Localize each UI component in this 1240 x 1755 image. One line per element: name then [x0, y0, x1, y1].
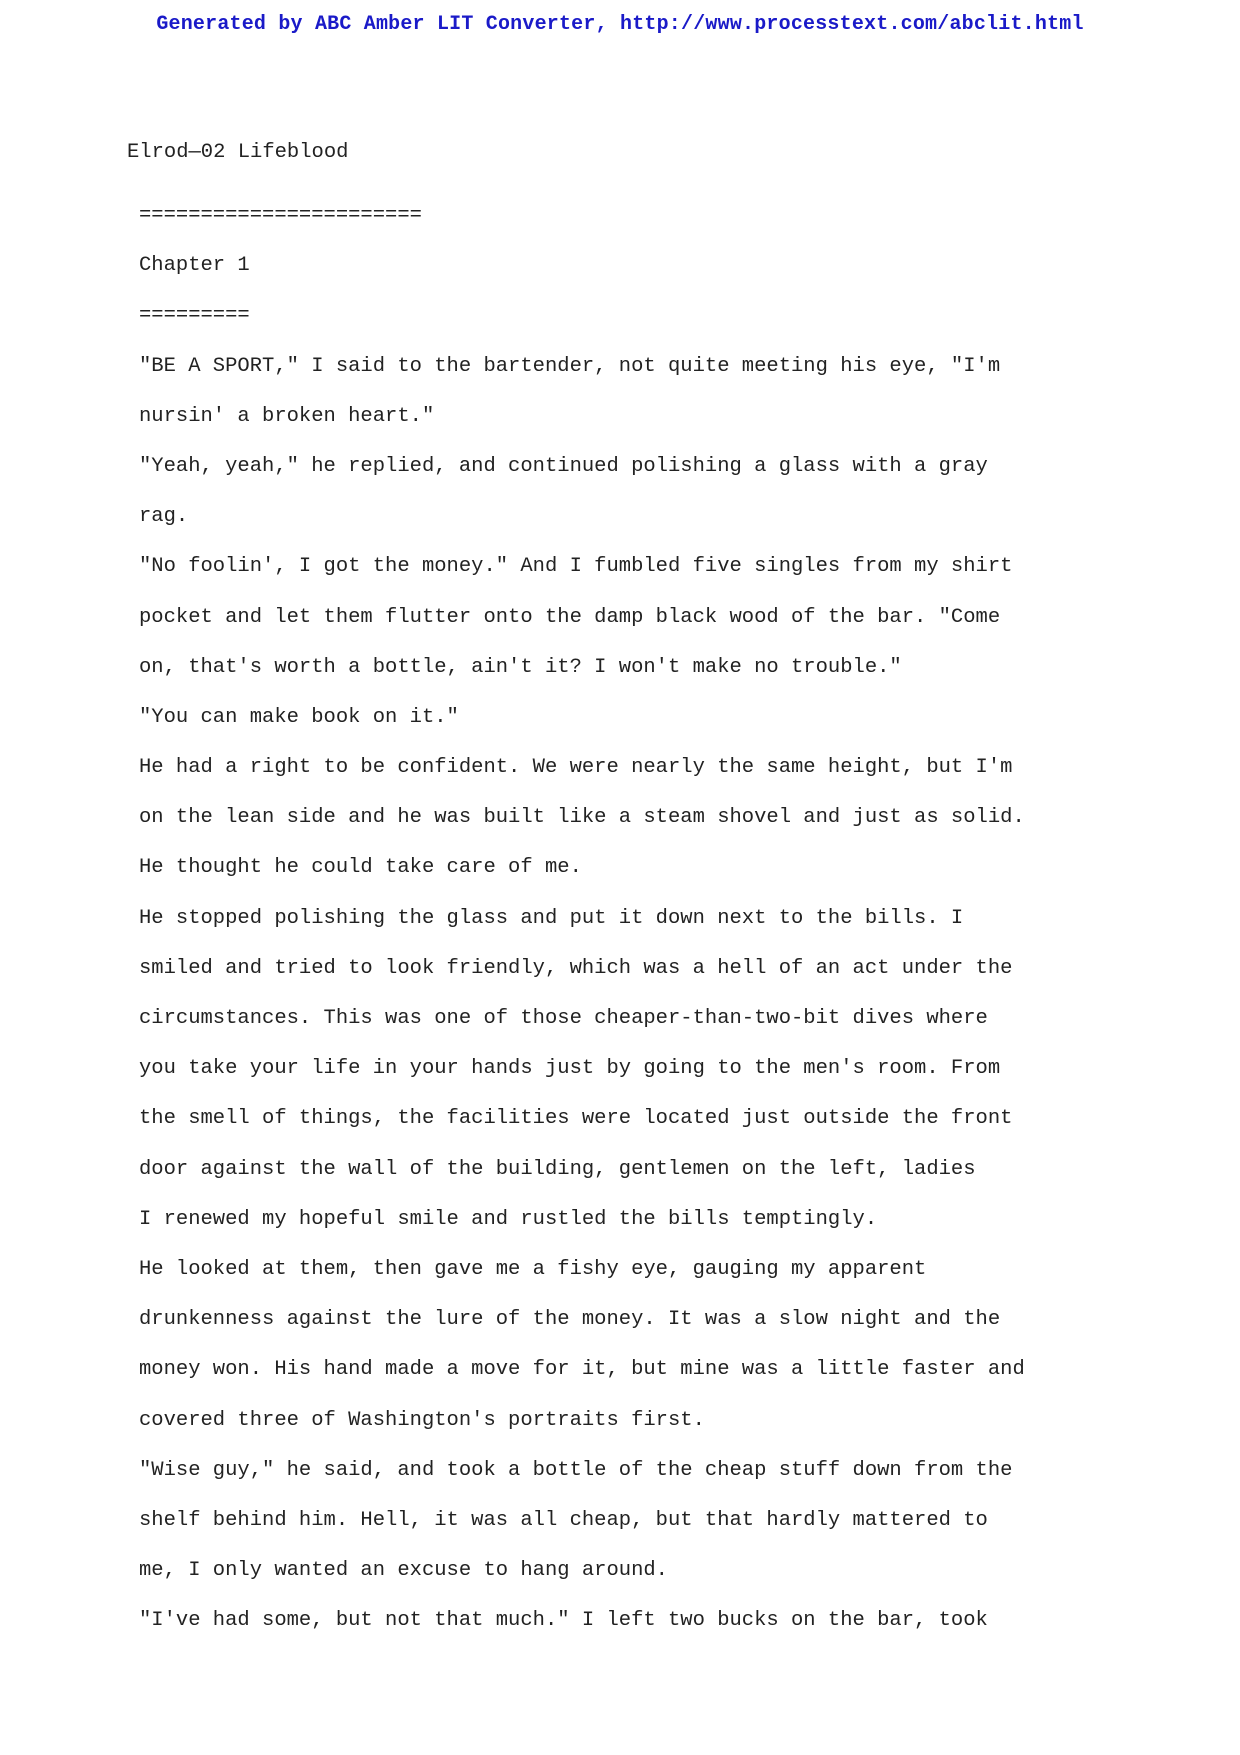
text-line: He stopped polishing the glass and put it down next to the bills. I: [139, 906, 964, 930]
text-line: "Wise guy," he said, and took a bottle of the cheap stuff down from the: [139, 1458, 1013, 1482]
text-line: rag.: [139, 505, 189, 529]
text-line: drunkenness against the lure of the money. It was a slow night and the: [139, 1308, 1001, 1332]
text-line: I renewed my hopeful smile and rustled the bills temptingly.: [139, 1207, 878, 1231]
text-line: on the lean side and he was built like a steam shovel and just as solid.: [139, 806, 1025, 830]
text-line: you take your life in your hands just by going to the men's room. From: [139, 1057, 1001, 1081]
text-line: He thought he could take care of me.: [139, 856, 582, 880]
text-line: Chapter 1: [139, 254, 250, 278]
text-line: me, I only wanted an excuse to hang around.: [139, 1559, 668, 1583]
text-line: "No foolin', I got the money." And I fumbled five singles from my shirt: [139, 555, 1013, 579]
book-title: Elrod—02 Lifeblood: [127, 141, 349, 164]
text-line: "BE A SPORT," I said to the bartender, not quite meeting his eye, "I'm: [139, 354, 1001, 378]
text-line: He looked at them, then gave me a fishy eye, gauging my apparent: [139, 1257, 927, 1281]
text-line: covered three of Washington's portraits first.: [139, 1408, 705, 1432]
text-line: pocket and let them flutter onto the damp black wood of the bar. "Come: [139, 605, 1001, 629]
text-line: He had a right to be confident. We were nearly the same height, but I'm: [139, 756, 1013, 780]
document-body: [139, 191, 1025, 1646]
text-line: money won. His hand made a move for it, but mine was a little faster and: [139, 1358, 1025, 1382]
text-line: "You can make book on it.": [139, 705, 459, 729]
converter-link[interactable]: http://www.processtext.com/abclit.html: [620, 13, 1084, 36]
converter-header-text: Generated by ABC Amber LIT Converter,: [156, 13, 620, 36]
text-line: the smell of things, the facilities were located just outside the front: [139, 1107, 1013, 1131]
converter-header: [0, 13, 1240, 36]
text-line: "I've had some, but not that much." I left two bucks on the bar, took: [139, 1609, 988, 1633]
text-line: door against the wall of the building, gentlemen on the left, ladies: [139, 1157, 976, 1181]
text-line: shelf behind him. Hell, it was all cheap, but that hardly mattered to: [139, 1508, 988, 1532]
text-line: =========: [139, 304, 250, 328]
text-line: circumstances. This was one of those cheaper-than-two-bit dives where: [139, 1007, 988, 1030]
text-line: "Yeah, yeah," he replied, and continued polishing a glass with a gray: [139, 454, 988, 478]
text-line: smiled and tried to look friendly, which was a hell of an act under the: [139, 956, 1013, 980]
text-line: =======================: [139, 204, 422, 227]
text-line: on, that's worth a bottle, ain't it? I won't make no trouble.": [139, 655, 902, 679]
text-line: nursin' a broken heart.": [139, 404, 435, 428]
